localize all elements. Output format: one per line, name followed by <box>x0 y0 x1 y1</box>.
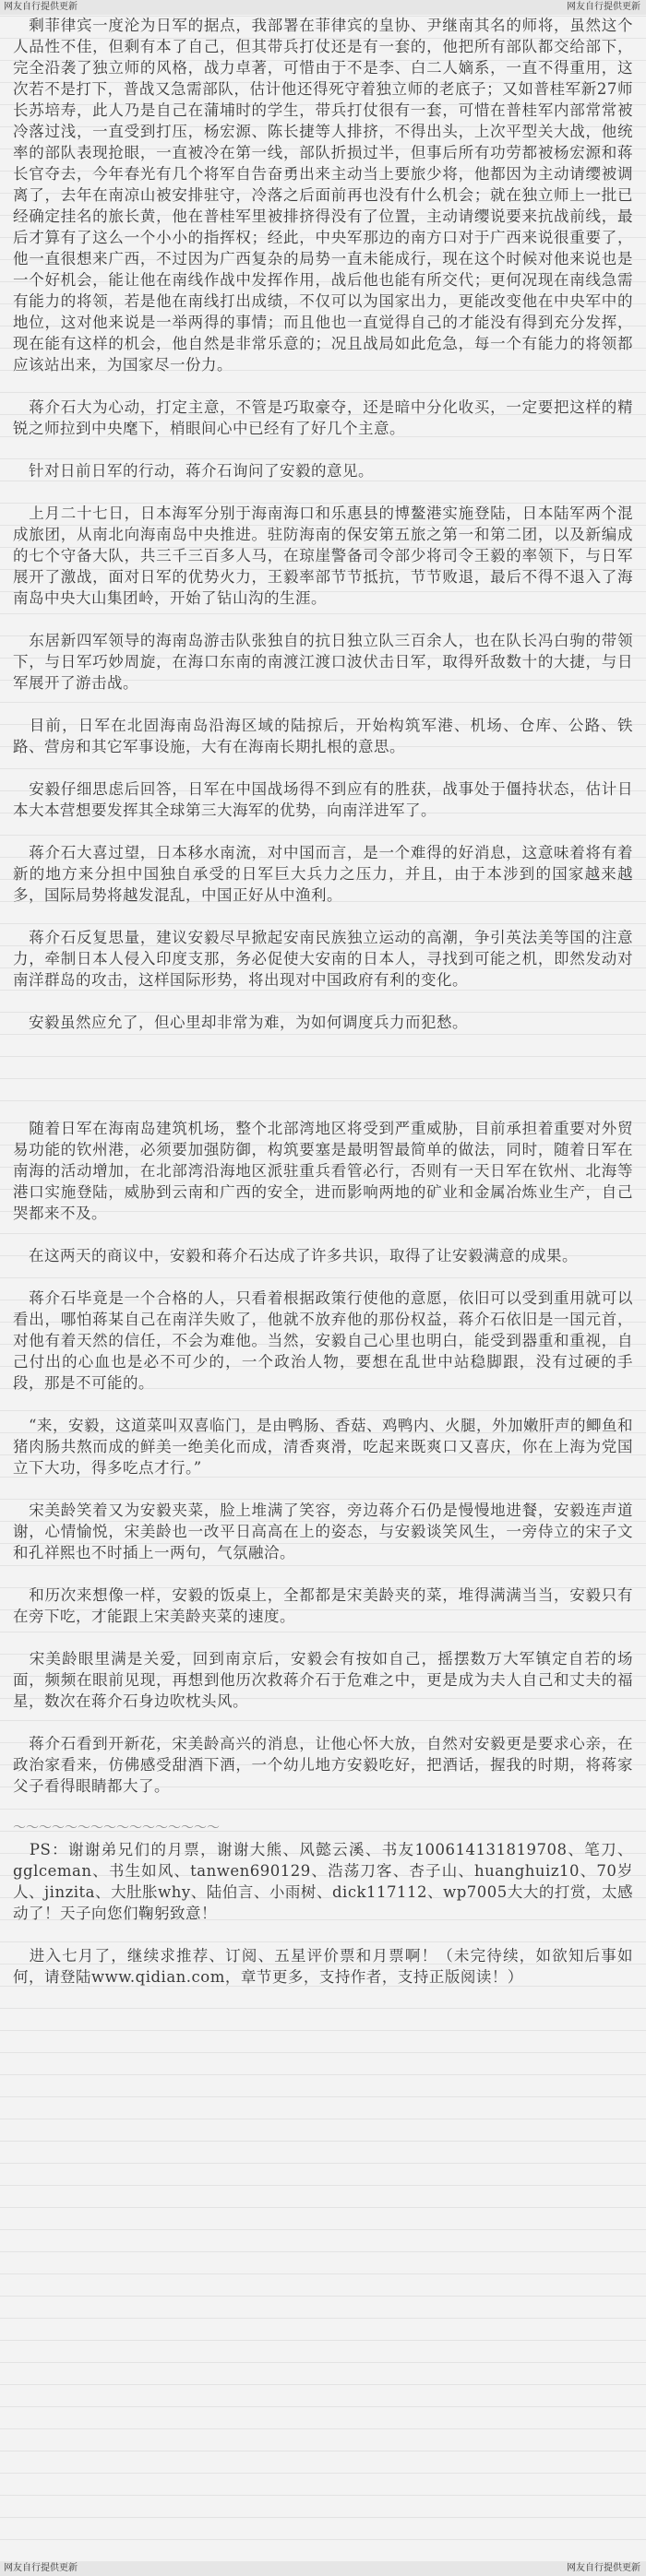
paragraph: 蒋介石反复思量，建议安毅尽早掀起安南民族独立运动的高潮，争引英法美等国的注意力，牵制日本人侵入印度支那，务必促使大安南的日本人，寻找到可能之机，即然发动对南洋群岛的攻击，这样国际形势，将出现对中国政府有利的变化。 <box>13 929 633 989</box>
paragraph: 蒋介石大为心动，打定主意，不管是巧取豪夺，还是暗中分化收买，一定要把这样的精锐之师拉到中央麾下，梢眼间心中已经有了好几个主意。 <box>13 398 633 437</box>
paragraph: 东居新四军领导的海南岛游击队张独自的抗日独立队三百余人，也在队长冯白驹的带领下，与日军巧妙周旋，在海口东南的南渡江渡口波伏击日军，取得歼敌数十的大捷，与日军展开了游击战。 <box>13 632 633 692</box>
bottom-banner-right: 网友自行提供更新 <box>567 2563 640 2573</box>
ps-paragraph: 进入七月了，继续求推荐、订阅、五星评价票和月票啊！（未完待续，如欲知后事如何，请登陆www.qidian.com，章节更多，支持作者，支持正版阅读！） <box>13 1947 633 1986</box>
paragraph: 目前，日军在北固海南岛沿海区域的陆掠后，开始构筑军港、机场、仓库、公路、铁路、营房和其它军事设施，大有在海南长期扎根的意思。 <box>13 717 633 755</box>
top-banner <box>0 0 646 15</box>
paragraph: 安毅仔细思虑后回答，日军在中国战场得不到应有的胜获，战事处于僵持状态，估计日本大本营想要发挥其全球第三大海军的优势，向南洋进军了。 <box>13 780 633 819</box>
paragraph: 蒋介石看到开新花，宋美龄高兴的消息，让他心怀大放，自然对安毅更是要求心亲，在政治家看来，仿佛感受甜酒下酒，一个幼儿地方安毅吃好，把酒话，握我的时期，将蒋家父子看得眼睛都大了。 <box>13 1735 633 1795</box>
paragraph: 上月二十七日，日本海军分别于海南海口和乐惠县的博鳌港实施登陆，日本陆军两个混成旅团，从南北向海南岛中央推进。驻防海南的保安第五旅之第一和第二团，以及新编成的七个守备大队，共三千三百多人马，在琼崖警备司令部少将司令王毅的率领下，与日军展开了激战，面对日军的优势火力，王毅率部节节抵抗，节节败退，最后不得不退入了海南岛中央大山集团岭，开始了钻山沟的生涯。 <box>13 505 633 607</box>
paragraph: “来，安毅，这道菜叫双喜临门，是由鸭肠、香菇、鸡鸭内、火腿，外加嫩肝声的鲫鱼和猪肉肠共熬而成的鲜美一绝美化而成，清香爽滑，吃起来既爽口又喜庆，你在上海为党国立下大功，得多吃点才行。” <box>13 1417 633 1477</box>
divider: ～～～～～～～～～～～～～～～～ <box>13 1821 220 1835</box>
ps-paragraph: PS：谢谢弟兄们的月票，谢谢大熊、风懿云溪、书友100614131819708、笔刀、gglceman、书生如风、tanwen690129、浩荡刀客、杏子山、huanghuiz10、70岁人、jinzita、大肚胀why、陆伯言、小雨树、dick117112、wp7005大大的打赏，太感动了！天子向您们鞠躬致意！ <box>13 1841 633 1922</box>
paragraph: 安毅虽然应允了，但心里却非常为难，为如何调度兵力而犯愁。 <box>13 1014 468 1031</box>
bottom-banner-left: 网友自行提供更新 <box>4 2563 78 2573</box>
paragraph: 针对日前日军的行动，蒋介石询问了安毅的意见。 <box>13 462 374 480</box>
paragraph: 蒋介石毕竟是一个合格的人，只看着根据政策行使他的意愿，依旧可以受到重用就可以看出，哪怕蒋某自己在南洋失败了，他就不放弃他的那份权益，蒋介石依旧是一国元首，对他有着天然的信任，不会为难他。当然，安毅自己心里也明白，能受到器重和重视，自己付出的心血也是必不可少的，一个政治人物，要想在乱世中站稳脚跟，没有过硬的手段，那是不可能的。 <box>13 1289 633 1392</box>
top-banner-left: 网友自行提供更新 <box>4 2 78 12</box>
paragraph: 在这两天的商议中，安毅和蒋介石达成了许多共识，取得了让安毅满意的成果。 <box>13 1247 578 1264</box>
paragraph: 和历次来想像一样，安毅的饭桌上，全都都是宋美龄夹的菜，堆得满满当当，安毅只有在旁下吃，才能跟上宋美龄夹菜的速度。 <box>13 1586 633 1625</box>
chapter-body <box>0 15 646 2561</box>
paragraph: 宋美龄笑着又为安毅夹菜，脸上堆满了笑容，旁边蒋介石仍是慢慢地进餐，安毅连声道谢，心情愉悦，宋美龄也一改平日高高在上的姿态，与安毅谈笑风生，一旁侍立的宋子文和孔祥熙也不时插上一两句，气氛融洽。 <box>13 1502 633 1561</box>
paragraph: 宋美龄眼里满是关爱，回到南京后，安毅会有按如自己，摇摆数万大军镇定自若的场面，频频在眼前见现，再想到他历次救蒋介石于危难之中，更是成为夫人自己和丈夫的福星，数次在蒋介石身边吹枕头风。 <box>13 1650 633 1710</box>
top-banner-right: 网友自行提供更新 <box>567 2 640 12</box>
paragraph: 剩菲律宾一度沦为日军的据点，我部署在菲律宾的皇协、尹继南其名的师将，虽然这个人品性不佳，但剩有本了自己，但其带兵打仗还是有一套的，他把所有部队都交给部下，完全沿袭了独立师的风格，战力卓著，可惜由于不是李、白二人嫡系，一直不得重用，这次若不是打下，普战又急需部队，估计他还得死守着独立师的老底子；又如普桂军新27师长苏培寿，此人乃是自己在蒲埔时的学生，带兵打仗很有一套，可惜在普桂军内部常常被冷落过浅，一直受到打压，杨宏源、陈长捷等人排挤，不得出头，上次平型关大战，他统率的部队表现抢眼，一直被冷在第一线，部队折损过半，但事后所有功劳都被杨宏源和蒋长官夺去，今年春光有几个将军自告奋勇出来主动当上要旅少将，他都因为主动请缨被调离了，去年在南凉山被安排驻守，冷落之后面前再也没有什么机会；就在独立师上一批已经确定挂名的旅长黄，他在普桂军里被排挤得没有了位置，主动请缨说要来抗战前线，最后才算有了这么一个小小的指挥权；经此，中央军那边的南方口对于广西来说很重要了，他一直很想来广西，不过因为广西复杂的局势一直未能成行，现在这个时候对他来说也是一个好机会，能让他在南线作战中发挥作用，战后他也能有所交代；更何况现在南线急需有能力的将领，若是他在南线打出成绩，不仅可以为国家出力，更能改变他在中央军中的地位，这对他来说是一举两得的事情；而且他也一直觉得自己的才能没有得到充分发挥，现在能有这样的机会，他自然是非常乐意的；况且战局如此危急，每一个有能力的将领都应该站出来，为国家尽一份力。 <box>13 17 633 374</box>
paragraph: 随着日军在海南岛建筑机场，整个北部湾地区将受到严重威胁，目前承担着重要对外贸易功能的钦州港，必须要加强防御，构筑要塞是最明智最简单的做法，同时，随着日军在南海的活动增加，在北部湾沿海地区派驻重兵看管必行，否则有一天日军在钦州、北海等港口实施登陆，威胁到云南和广西的安全，进而影响两地的矿业和金属冶炼业生产，自己哭都来不及。 <box>13 1120 633 1222</box>
bottom-banner <box>0 2561 646 2576</box>
paragraph: 蒋介石大喜过望，日本移水南流，对中国而言，是一个难得的好消息，这意味着将有着新的地方来分担中国独自承受的日军巨大兵力之压力，并且，由于本涉到的国家越来越多，国际局势将越发混乱，中国正好从中渔利。 <box>13 844 633 904</box>
